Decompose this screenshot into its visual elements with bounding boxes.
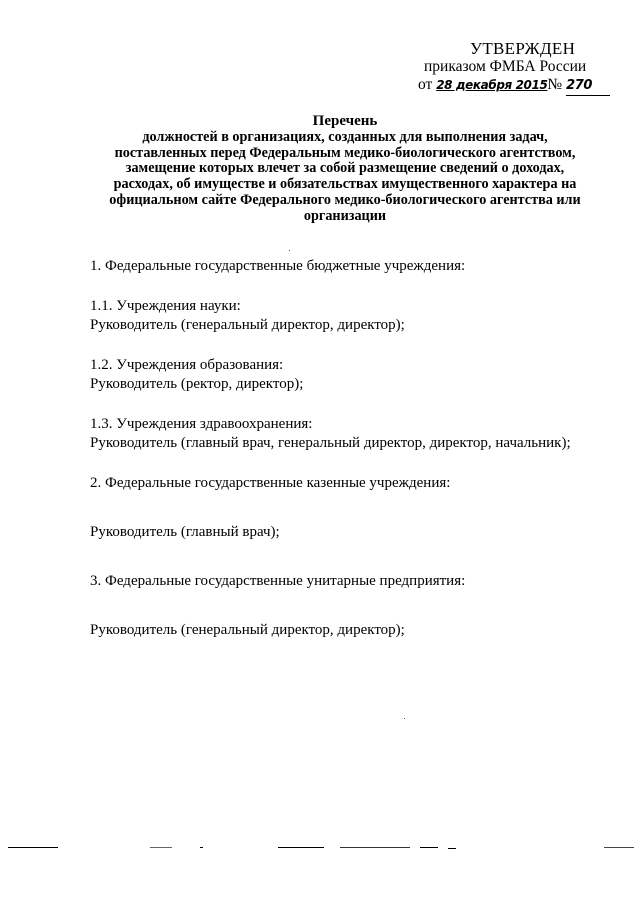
number-label: №	[547, 76, 563, 93]
title-line: должностей в организациях, созданных для выполнения задач,	[142, 128, 548, 145]
section-2-text: Руководитель (главный врач);	[90, 524, 280, 540]
section-1-1-heading: 1.1. Учреждения науки:	[90, 298, 241, 314]
handwritten-order-number: 270	[566, 77, 610, 96]
title-line: организации	[303, 207, 387, 224]
title-line: замещение которых влечет за собой размещение сведений о доходах,	[125, 160, 565, 177]
approval-stamp-block	[418, 40, 618, 96]
scan-line	[150, 847, 172, 848]
approved-label: УТВЕРЖДЕН	[470, 39, 576, 58]
section-1-3-heading: 1.3. Учреждения здравоохранения:	[90, 416, 313, 432]
title-line: поставленных перед Федеральным медико-биологического агентством,	[114, 144, 576, 161]
scan-line	[278, 847, 324, 848]
section-2-heading: 2. Федеральные государственные казенные учреждения:	[90, 475, 451, 491]
handwritten-date: 28 декабря 2015	[436, 78, 548, 92]
title-line: расходах, об имуществе и обязательствах имущественного характера на	[113, 176, 577, 193]
scan-line	[420, 847, 438, 848]
scan-line	[8, 847, 58, 848]
scan-line	[200, 847, 203, 848]
from-label: от	[418, 76, 433, 93]
section-1-2-text: Руководитель (ректор, директор);	[90, 376, 304, 392]
section-3-heading: 3. Федеральные государственные унитарные предприятия:	[90, 573, 466, 589]
section-1-2-heading: 1.2. Учреждения образования:	[90, 357, 284, 373]
title-line: официальном сайте Федерального медико-биологического агентства или	[109, 191, 581, 208]
scan-line	[340, 847, 410, 848]
scan-speck	[289, 250, 290, 251]
section-1-1-text: Руководитель (генеральный директор, директор);	[90, 317, 405, 333]
section-1-heading: 1. Федеральные государственные бюджетные учреждения:	[90, 258, 466, 274]
scan-line	[448, 848, 456, 849]
section-3-text: Руководитель (генеральный директор, директор);	[90, 622, 405, 638]
section-1-3-text: Руководитель (главный врач, генеральный директор, директор, начальник);	[90, 435, 571, 451]
scan-line	[604, 847, 634, 848]
document-body	[90, 257, 610, 640]
title-heading: Перечень	[312, 113, 378, 129]
scan-speck	[404, 718, 405, 719]
order-date-line	[418, 76, 618, 96]
document-title	[88, 114, 602, 225]
order-by-label: приказом ФМБА России	[424, 58, 587, 75]
